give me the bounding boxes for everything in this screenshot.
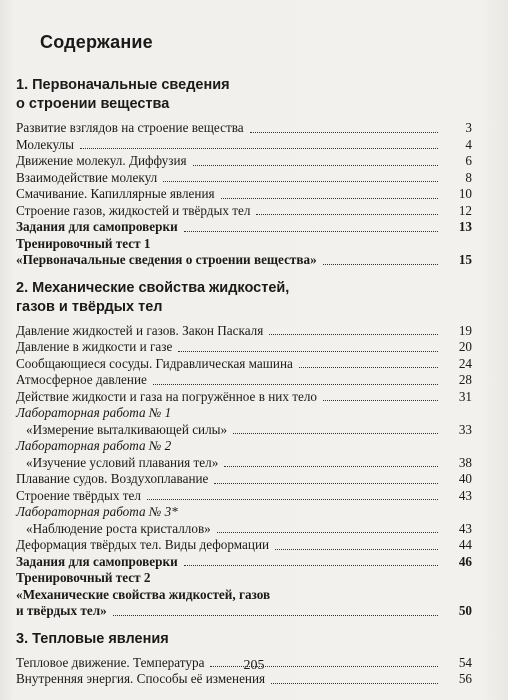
page-number: 205 <box>243 658 265 673</box>
dot-leader <box>271 683 438 684</box>
toc-line: Лабораторная работа № 1 <box>16 405 172 420</box>
dot-leader <box>224 466 438 467</box>
toc-entry[interactable] <box>16 339 472 356</box>
toc-entry-page: 20 <box>458 339 472 354</box>
dot-leader <box>323 264 438 265</box>
toc-entry-title: Строение твёрдых тел <box>16 487 141 503</box>
table-of-contents <box>16 76 472 688</box>
toc-entry-title: «Изучение условий плавания тел» <box>26 454 219 470</box>
toc-entry-page: 28 <box>458 372 472 387</box>
toc-entry-page: 3 <box>465 120 472 135</box>
toc-entry-title: Развитие взглядов на строение вещества <box>16 120 244 135</box>
toc-entry-title: Строение газов, жидкостей и твёрдых тел <box>16 202 251 218</box>
toc-entry[interactable] <box>16 521 472 538</box>
toc-entry-page: 40 <box>458 471 472 486</box>
toc-line: Лабораторная работа № 3* <box>16 504 178 519</box>
toc-line: Лабораторная работа № 2 <box>16 438 172 453</box>
toc-entry-title: Сообщающиеся сосуды. Гидравлическая машина <box>16 355 293 371</box>
dot-leader <box>269 334 438 335</box>
toc-entry-page: 6 <box>465 153 472 168</box>
toc-entry-page: 8 <box>465 169 472 185</box>
toc-entry-page: 50 <box>458 603 472 618</box>
toc-entry-title: Смачивание. Капиллярные явления <box>16 186 215 201</box>
toc-entry-page: 10 <box>458 186 472 201</box>
toc-entry-page: 54 <box>458 654 472 670</box>
dot-leader <box>178 351 438 352</box>
toc-entry[interactable] <box>16 186 472 203</box>
section-heading <box>16 279 472 317</box>
toc-entry-page: 44 <box>458 537 472 552</box>
section-heading-line: о строении вещества <box>16 96 170 112</box>
toc-entry-page: 4 <box>465 136 472 152</box>
toc-entry-title: Давление в жидкости и газе <box>16 339 173 354</box>
dot-leader <box>153 384 438 385</box>
dot-leader <box>250 132 438 133</box>
toc-entry-page: 38 <box>458 454 472 470</box>
toc-entry-page: 15 <box>458 252 472 267</box>
toc-entry[interactable] <box>16 389 472 406</box>
toc-entry-title: Атмосферное давление <box>16 372 147 387</box>
dot-leader <box>256 214 438 215</box>
toc-entry[interactable] <box>16 372 472 389</box>
dot-leader <box>323 400 438 401</box>
dot-leader <box>147 499 438 500</box>
section-heading-line: 3. Тепловые явления <box>16 630 169 647</box>
toc-entry-title: Задания для самопроверки <box>16 553 178 569</box>
toc-entry[interactable] <box>16 554 472 571</box>
toc-entry-title: Движение молекул. Диффузия <box>16 153 187 168</box>
toc-entry[interactable] <box>16 603 472 620</box>
toc-entry-title: и твёрдых тел» <box>16 603 107 618</box>
section-heading-line: 2. Механические свойства жидкостей, <box>16 279 290 296</box>
toc-entry[interactable] <box>16 170 472 187</box>
toc-entry[interactable] <box>16 153 472 170</box>
toc-entry-page: 13 <box>458 219 472 234</box>
toc-entry[interactable] <box>16 252 472 269</box>
toc-entry-page: 12 <box>458 202 472 218</box>
dot-leader <box>299 367 438 368</box>
toc-entry[interactable] <box>16 455 472 472</box>
toc-entry-title: Давление жидкостей и газов. Закон Паскаля <box>16 322 264 338</box>
toc-entry-page: 31 <box>458 388 472 404</box>
page-title: Содержание <box>40 32 153 52</box>
toc-entry[interactable] <box>16 219 472 236</box>
toc-entry[interactable] <box>16 137 472 154</box>
toc-entry-page: 56 <box>458 671 472 686</box>
dot-leader <box>193 165 438 166</box>
dot-leader <box>163 181 438 182</box>
section-heading <box>16 76 472 114</box>
toc-entry-page: 43 <box>458 487 472 503</box>
toc-entry-title: «Измерение выталкивающей силы» <box>26 421 228 437</box>
toc-line: «Механические свойства жидкостей, газов <box>16 586 271 602</box>
section-heading-line: газов и твёрдых тел <box>16 298 163 315</box>
dot-leader <box>221 198 438 199</box>
toc-entry-title: Задания для самопроверки <box>16 219 178 234</box>
toc-entry[interactable] <box>16 120 472 137</box>
toc-entry-title: Действие жидкости и газа на погружённое в них тело <box>16 388 318 404</box>
dot-leader <box>214 483 438 484</box>
dot-leader <box>80 148 438 149</box>
toc-entry-title: «Наблюдение роста кристаллов» <box>26 520 211 536</box>
toc-entry[interactable] <box>16 356 472 373</box>
toc-entry[interactable] <box>16 422 472 439</box>
dot-leader <box>217 532 438 533</box>
dot-leader <box>184 231 438 232</box>
toc-entry[interactable] <box>16 471 472 488</box>
toc-line: Тренировочный тест 2 <box>16 570 151 585</box>
toc-entry-page: 43 <box>458 520 472 536</box>
section-heading <box>16 630 472 649</box>
toc-entry-page: 19 <box>458 322 472 338</box>
toc-entry[interactable] <box>16 323 472 340</box>
dot-leader <box>113 615 438 616</box>
toc-entry[interactable] <box>16 488 472 505</box>
dot-leader <box>275 549 438 550</box>
toc-entry-title: Взаимодействие молекул <box>16 169 158 185</box>
dot-leader <box>233 433 438 434</box>
toc-entry-title: Плавание судов. Воздухоплавание <box>16 471 209 486</box>
toc-entry-title: «Первоначальные сведения о строении вещества» <box>16 252 317 267</box>
toc-entry-title: Тепловое движение. Температура <box>16 654 205 670</box>
toc-entry-title: Деформация твёрдых тел. Виды деформации <box>16 537 270 552</box>
toc-entry-page: 24 <box>458 355 472 371</box>
toc-entry-title: Молекулы <box>16 136 74 152</box>
toc-entry[interactable] <box>16 537 472 554</box>
toc-entry[interactable] <box>16 203 472 220</box>
toc-entry-page: 33 <box>458 421 472 437</box>
section-heading-line: 1. Первоначальные сведения <box>16 77 230 93</box>
toc-entry-title: Внутренняя энергия. Способы её изменения <box>16 671 266 686</box>
toc-line: Тренировочный тест 1 <box>16 235 151 251</box>
dot-leader <box>184 565 438 566</box>
toc-entry-page: 46 <box>458 553 472 569</box>
